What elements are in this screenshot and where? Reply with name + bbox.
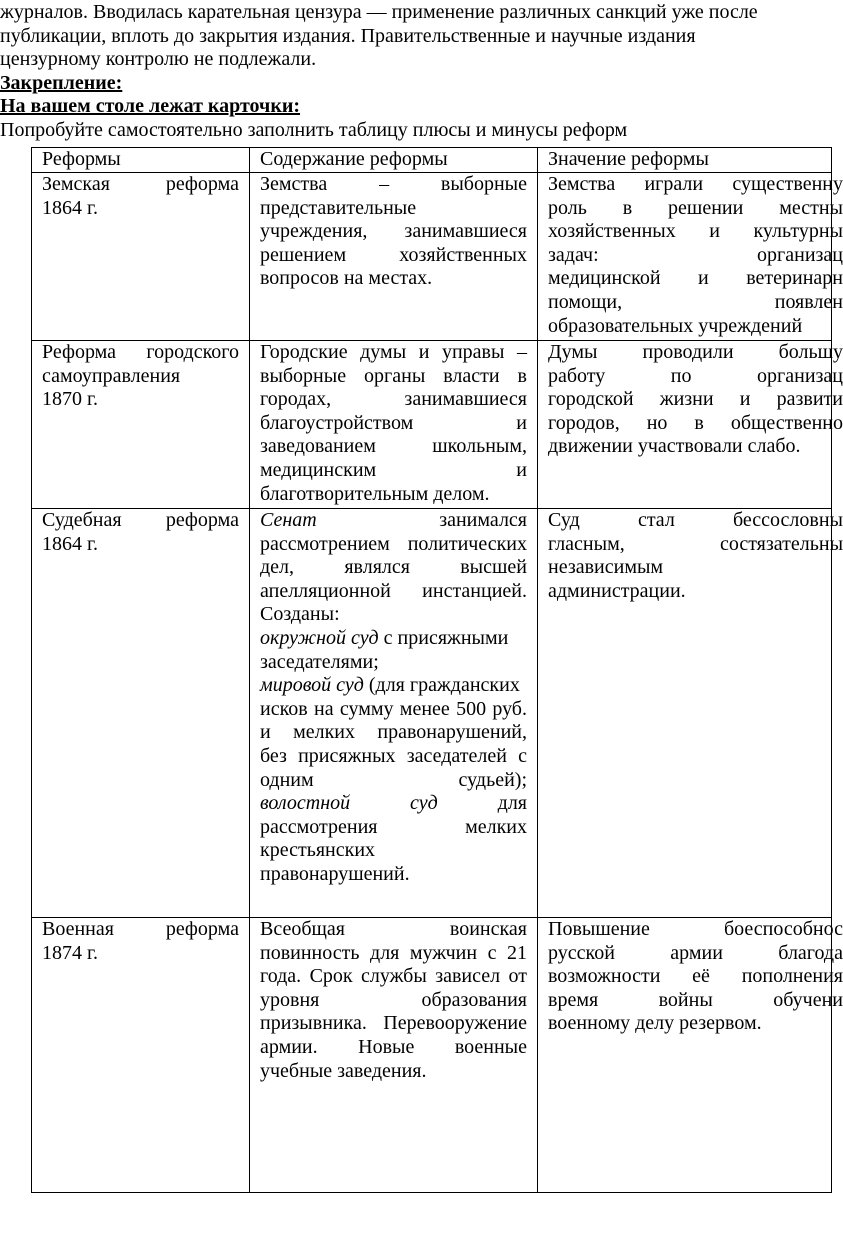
italic-term: Сенат xyxy=(260,509,317,531)
meaning-line xyxy=(548,388,843,412)
meaning-line xyxy=(548,942,843,966)
word: руб. xyxy=(492,697,527,720)
word: обучени xyxy=(773,988,843,1011)
word: городов, xyxy=(548,411,620,434)
reform-name-cell xyxy=(32,341,250,509)
word: задач: xyxy=(548,243,599,266)
word: уровня xyxy=(260,988,320,1011)
word: городах, xyxy=(260,388,332,411)
word: рассмотрения xyxy=(260,815,378,838)
word: зависел xyxy=(435,965,501,988)
content-line xyxy=(260,792,537,816)
word: и xyxy=(698,267,709,290)
word: решении xyxy=(668,196,744,219)
word: Судебная xyxy=(42,509,122,531)
word: года. xyxy=(260,965,302,988)
word: помощи, xyxy=(548,290,623,313)
word: существенну xyxy=(732,173,843,195)
word: организац xyxy=(757,243,843,266)
word: армии. xyxy=(260,1035,318,1058)
word: жизни xyxy=(659,388,714,411)
meaning-line xyxy=(548,244,843,268)
word: хозяйственных xyxy=(399,243,527,266)
word: и xyxy=(260,721,271,744)
word: русской xyxy=(548,941,615,964)
meaning-line xyxy=(548,918,843,942)
word: присяжных xyxy=(298,744,396,767)
word: от xyxy=(508,965,527,988)
table-row xyxy=(32,173,832,341)
word: образования xyxy=(421,988,527,1011)
word: без xyxy=(260,744,287,767)
content-line: правонарушений. xyxy=(260,862,410,885)
content-line xyxy=(260,745,537,769)
word: с xyxy=(487,941,497,964)
table-row xyxy=(32,918,832,1193)
content-line xyxy=(260,627,537,651)
meaning-line: администрации. xyxy=(548,579,686,602)
content-line xyxy=(260,412,537,436)
content-line xyxy=(260,918,537,942)
reform-year: 1874 г. xyxy=(42,941,98,964)
word: в xyxy=(622,196,633,219)
italic-term: волостной xyxy=(260,792,351,815)
word: с xyxy=(518,744,527,767)
word: являлся xyxy=(344,556,410,579)
word: городской xyxy=(548,388,634,411)
heading-consolidation: Закрепление: xyxy=(0,71,123,94)
word: Городские xyxy=(260,341,348,363)
word: повинность xyxy=(260,941,360,964)
word: политических xyxy=(407,532,527,555)
word: судьей); xyxy=(458,768,527,791)
word: Повышение xyxy=(548,918,650,940)
word: Реформа xyxy=(42,341,117,363)
reform-content-cell xyxy=(250,918,538,1193)
italic-term: окружной суд xyxy=(260,626,379,649)
word: мелких xyxy=(465,815,527,838)
word: проводили xyxy=(642,341,734,363)
word: появлен xyxy=(774,290,843,313)
word: мужчин xyxy=(409,941,478,964)
word: – xyxy=(379,173,390,195)
content-line xyxy=(260,459,537,483)
word: для xyxy=(370,941,400,964)
word: сумму xyxy=(339,697,394,720)
word: Земская xyxy=(42,173,110,195)
table-row xyxy=(32,341,832,509)
word: реформа xyxy=(165,918,239,940)
word: местны xyxy=(779,196,843,219)
header-cell-meaning: Значение реформы xyxy=(538,148,832,173)
word: время xyxy=(548,988,599,1011)
content-line xyxy=(260,244,537,268)
content-line: Созданы: xyxy=(260,603,340,626)
heading-cards: На вашем столе лежат карточки: xyxy=(0,95,301,118)
header-cell-content: Содержание реформы xyxy=(250,148,538,173)
reform-meaning-cell xyxy=(538,509,843,918)
content-line xyxy=(260,435,537,459)
word: хозяйственных xyxy=(548,220,676,243)
word: 21 xyxy=(507,941,527,964)
word: организац xyxy=(757,364,843,387)
word: органы xyxy=(364,364,426,387)
word: власти xyxy=(443,364,500,387)
content-line: заседателями; xyxy=(260,650,379,673)
content-line xyxy=(260,674,537,698)
word: призывника. xyxy=(260,1012,367,1035)
word: Новые xyxy=(358,1035,415,1058)
word: пополнения xyxy=(741,965,843,988)
reform-content-cell xyxy=(250,173,538,341)
content-line xyxy=(260,1012,537,1036)
word: заведованием xyxy=(260,435,376,458)
word: воинская xyxy=(449,918,527,940)
meaning-line: независимым xyxy=(548,556,664,579)
meaning-line: военному делу резервом. xyxy=(548,1012,762,1035)
table-row xyxy=(32,509,832,918)
word: одним xyxy=(260,768,314,791)
word: работу xyxy=(548,364,606,387)
content-line xyxy=(260,533,537,557)
intro-line: цензурному контролю не подлежали. xyxy=(0,48,317,71)
content-line: крестьянских xyxy=(260,839,376,862)
reform-name xyxy=(42,509,249,533)
word: Всеобщая xyxy=(260,918,345,940)
word: менее xyxy=(399,697,450,720)
word: на xyxy=(314,697,334,720)
reform-year: 1864 г. xyxy=(42,196,98,219)
word: бессословны xyxy=(733,509,843,531)
word: инстанцией. xyxy=(422,579,527,602)
word: выборные xyxy=(260,364,347,387)
word: исков xyxy=(260,697,308,720)
word: Земства xyxy=(260,173,328,195)
meaning-line xyxy=(548,989,843,1013)
word: высшей xyxy=(460,556,527,579)
word: играли xyxy=(644,173,704,195)
word: и xyxy=(516,411,527,434)
word: медицинским xyxy=(260,458,377,481)
content-line xyxy=(260,816,537,840)
reforms-table xyxy=(31,147,843,1193)
content-line xyxy=(260,509,537,533)
word: управы xyxy=(441,341,505,363)
meaning-line: движении участвовали слабо. xyxy=(548,435,801,458)
word: школьным, xyxy=(432,435,527,458)
reform-name xyxy=(42,918,249,942)
word: занимавшиеся xyxy=(404,388,527,411)
reform-name-cell xyxy=(32,918,250,1193)
word: ветеринарн xyxy=(746,267,843,290)
reform-name-cell xyxy=(32,509,250,918)
content-text: занимался xyxy=(439,509,527,531)
reform-meaning-cell xyxy=(538,918,843,1193)
word: войны xyxy=(658,988,713,1011)
word: в xyxy=(694,411,704,434)
word: большу xyxy=(778,341,843,363)
word: возможности xyxy=(548,965,661,988)
word: благоустройством xyxy=(260,411,414,434)
word: медицинской xyxy=(548,267,661,290)
meaning-line: образовательных учреждений xyxy=(548,314,803,337)
meaning-line xyxy=(548,267,843,291)
content-line xyxy=(260,341,537,365)
word: армии xyxy=(670,941,723,964)
word: военные xyxy=(454,1035,527,1058)
content-line xyxy=(260,769,537,793)
reform-meaning-cell xyxy=(538,173,843,341)
meaning-line xyxy=(548,197,843,221)
content-line: учебные заведения. xyxy=(260,1059,427,1082)
meaning-line xyxy=(548,509,843,533)
word: по xyxy=(670,364,692,387)
word: развити xyxy=(776,388,843,411)
word: правонарушений, xyxy=(377,721,527,744)
content-text: (для гражданских xyxy=(363,674,520,697)
content-line xyxy=(260,721,537,745)
header-cell-reforms: Реформы xyxy=(32,148,250,173)
meaning-line xyxy=(548,291,843,315)
reform-year: 1864 г. xyxy=(42,532,98,555)
word: городского xyxy=(146,341,239,363)
reform-meaning-cell xyxy=(538,341,843,509)
word: апелляционной xyxy=(260,579,391,602)
italic-term: мировой суд xyxy=(260,674,364,697)
content-line: благотворительным делом. xyxy=(260,482,490,505)
content-line xyxy=(260,173,537,197)
word: и xyxy=(516,458,527,481)
word: но xyxy=(646,411,668,434)
word: решением xyxy=(260,243,347,266)
word: 500 xyxy=(456,697,487,720)
content-line xyxy=(260,388,537,412)
content-line xyxy=(260,1036,537,1060)
intro-line: журналов. Вводилась карательная цензура — применение различных санкций уже после xyxy=(0,1,758,23)
word: боеспособнос xyxy=(723,918,843,940)
word: Срок xyxy=(309,965,353,988)
word: её xyxy=(692,965,710,988)
reform-content-cell xyxy=(250,341,538,509)
word: реформа xyxy=(165,173,239,195)
word: Суд xyxy=(548,509,580,531)
reform-year: 1870 г. xyxy=(42,388,98,411)
content-line: представительные xyxy=(260,196,417,219)
word: Перевооружение xyxy=(383,1012,527,1035)
content-line xyxy=(260,942,537,966)
word: стал xyxy=(637,509,675,531)
word: и xyxy=(739,388,751,411)
meaning-line xyxy=(548,533,843,557)
word: учреждения, xyxy=(260,220,368,243)
instruction-text: Попробуйте самостоятельно заполнить таблицу плюсы и минусы реформ xyxy=(0,118,628,141)
word: роль xyxy=(548,196,587,219)
meaning-line xyxy=(548,965,843,989)
intro-section xyxy=(0,1,830,143)
word: Земства xyxy=(548,173,616,195)
word: – xyxy=(516,341,527,363)
word: и xyxy=(709,220,720,243)
content-text: для xyxy=(497,792,527,815)
intro-line: публикации, вплоть до закрытия издания. Правительственные и научные издания xyxy=(0,24,696,47)
content-line xyxy=(260,698,537,722)
word: Думы xyxy=(548,341,598,363)
word: дел, xyxy=(260,556,295,579)
word: культурны xyxy=(753,220,843,243)
reform-name xyxy=(42,341,249,365)
meaning-line xyxy=(548,173,843,197)
reform-content-cell xyxy=(250,509,538,918)
meaning-line xyxy=(548,412,843,436)
content-line: вопросов на местах. xyxy=(260,267,433,290)
word: думы xyxy=(360,341,407,363)
word: в xyxy=(517,364,527,387)
word: реформа xyxy=(165,509,239,531)
content-text: с присяжными xyxy=(378,626,509,649)
content-line xyxy=(260,556,537,580)
content-line xyxy=(260,220,537,244)
word: службы xyxy=(361,965,427,988)
word: мелких xyxy=(293,721,356,744)
word: Военная xyxy=(42,918,114,940)
meaning-line xyxy=(548,341,843,365)
meaning-line xyxy=(548,365,843,389)
word: благода xyxy=(778,941,843,964)
reform-name xyxy=(42,173,249,197)
reform-name-cell xyxy=(32,173,250,341)
word: занимавшиеся xyxy=(404,220,527,243)
word: заседателей xyxy=(406,744,507,767)
word: и xyxy=(418,341,430,363)
word: общественно xyxy=(730,411,843,434)
content-line xyxy=(260,580,537,604)
italic-term: суд xyxy=(410,792,438,815)
content-line xyxy=(260,365,537,389)
reform-name: самоуправления xyxy=(42,364,181,387)
word: состязательны xyxy=(719,532,843,555)
word: выборные xyxy=(440,173,527,195)
table-header-row xyxy=(32,148,832,173)
content-line xyxy=(260,965,537,989)
word: гласным, xyxy=(548,532,625,555)
word: рассмотрением xyxy=(260,532,390,555)
meaning-line xyxy=(548,220,843,244)
content-line xyxy=(260,989,537,1013)
